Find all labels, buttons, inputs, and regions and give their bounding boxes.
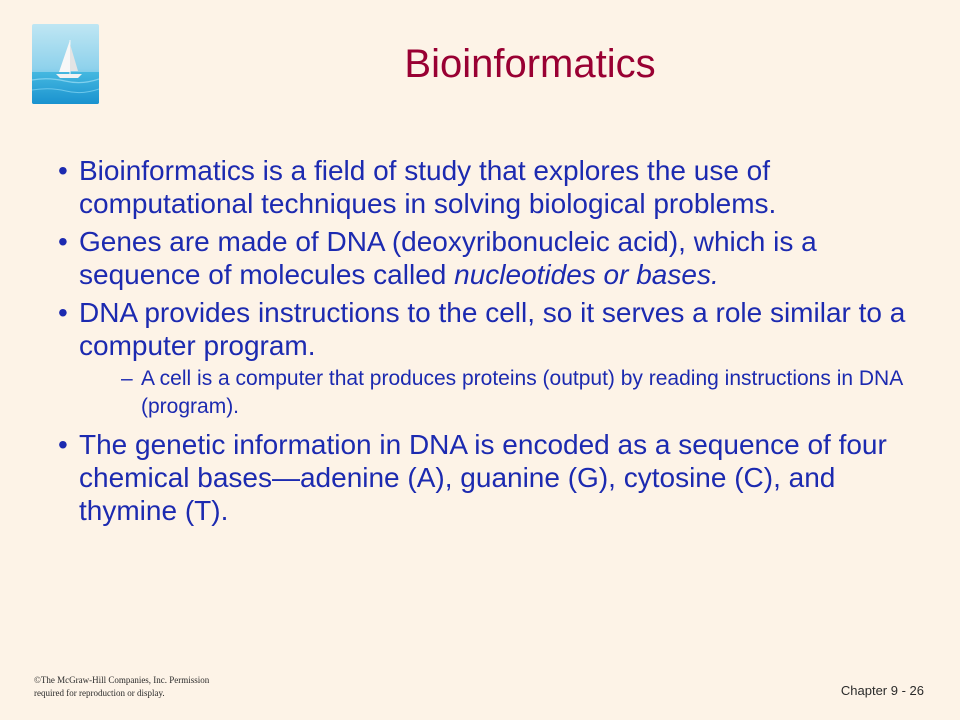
bullet-marker: • [58,155,68,186]
sub-bullet-item [121,365,908,421]
copyright-notice [34,674,274,700]
bullet-item [58,428,908,527]
bullet-item [58,296,908,421]
bullet-text: The genetic information in DNA is encoded as a sequence of four chemical bases—adenine (A), guanine (G), cytosine (C), and thymine (T). [79,429,887,526]
sub-bullet-text: A cell is a computer that produces proteins (output) by reading instructions in DNA (program). [141,367,903,418]
bullet-item [58,154,908,220]
sailboat-photo [32,24,99,104]
slide-title: Bioinformatics [404,42,656,86]
bullet-item [58,225,908,291]
copyright-line: ©The McGraw-Hill Companies, Inc. Permission [34,675,210,685]
bullet-marker: • [58,297,68,328]
sub-bullet-marker: – [121,367,133,390]
bullet-text: Bioinformatics is a field of study that explores the use of computational techniques in solving biological problems. [79,155,777,219]
bullet-marker: • [58,226,68,257]
copyright-line: required for reproduction or display. [34,688,165,698]
bullet-text-italic: nucleotides or bases. [454,259,719,290]
bullet-marker: • [58,429,68,460]
bullet-text: DNA provides instructions to the cell, so it serves a role similar to a computer program. [79,297,906,361]
bullet-list [58,154,908,532]
page-number: Chapter 9 - 26 [840,683,924,698]
bullet-text: Genes are made of DNA (deoxyribonucleic acid), which is a sequence of molecules called [79,226,817,290]
